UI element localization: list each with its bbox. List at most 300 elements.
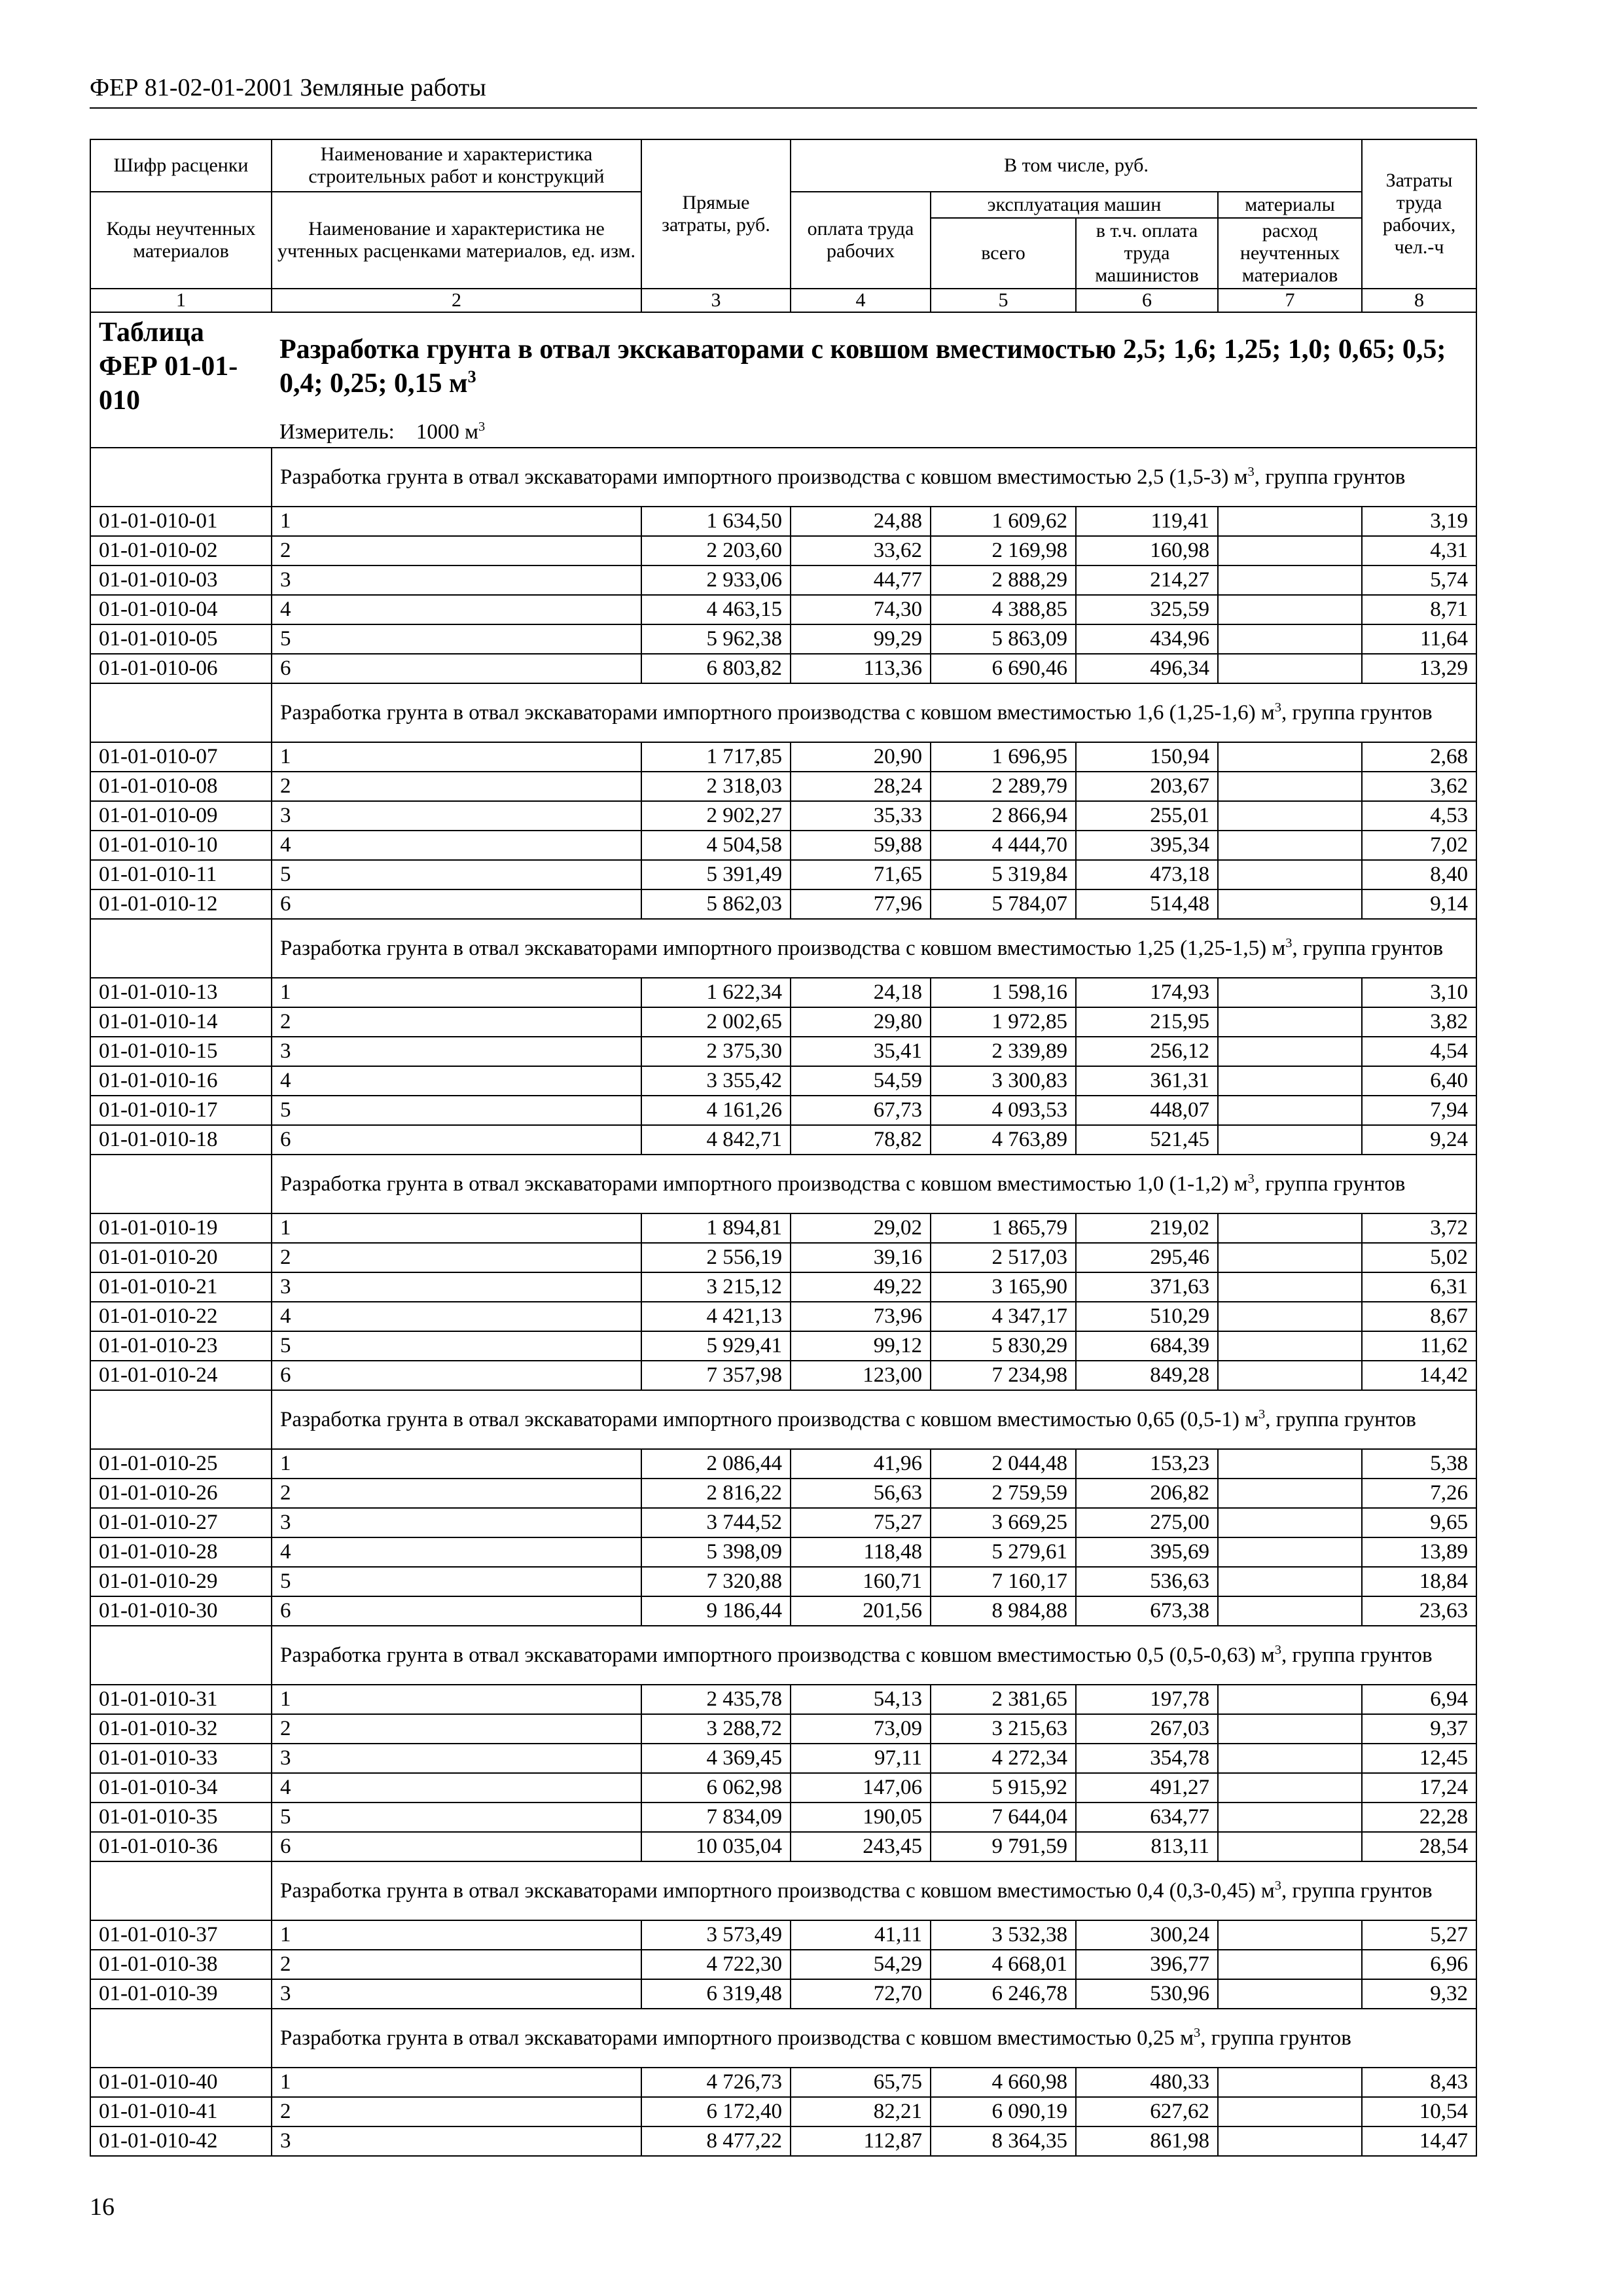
table-row — [90, 1832, 1476, 1861]
header-machines: эксплуатация машин — [931, 192, 1218, 218]
rate-code: 01-01-010-27 — [90, 1508, 272, 1537]
materials — [1218, 801, 1362, 831]
section-header-row — [90, 1626, 1476, 1685]
section-title-suffix: , группа грунтов — [1281, 1643, 1433, 1667]
direct-costs: 2 375,30 — [641, 1037, 791, 1066]
wages: 201,56 — [791, 1596, 931, 1626]
machines-total: 5 915,92 — [931, 1773, 1076, 1803]
table-row — [90, 889, 1476, 919]
soil-group: 3 — [272, 1508, 641, 1537]
machines-total: 2 381,65 — [931, 1685, 1076, 1714]
labor-costs: 17,24 — [1362, 1773, 1476, 1803]
materials — [1218, 1125, 1362, 1155]
rate-code: 01-01-010-21 — [90, 1272, 272, 1302]
wages: 41,11 — [791, 1920, 931, 1950]
rate-code: 01-01-010-05 — [90, 624, 272, 654]
machinists-wages: 813,11 — [1076, 1832, 1218, 1861]
direct-costs: 4 504,58 — [641, 831, 791, 860]
soil-group: 1 — [272, 2068, 641, 2097]
machinists-wages: 849,28 — [1076, 1361, 1218, 1390]
wages: 54,59 — [791, 1066, 931, 1096]
col-number: 5 — [931, 289, 1076, 312]
measure-value: 1000 м — [416, 420, 478, 444]
direct-costs: 2 902,27 — [641, 801, 791, 831]
wages: 82,21 — [791, 2097, 931, 2126]
wages: 56,63 — [791, 1479, 931, 1508]
soil-group: 2 — [272, 1479, 641, 1508]
rate-code: 01-01-010-19 — [90, 1213, 272, 1243]
rate-code: 01-01-010-29 — [90, 1567, 272, 1596]
table-row — [90, 1685, 1476, 1714]
section-header-row — [90, 2009, 1476, 2068]
labor-costs: 2,68 — [1362, 742, 1476, 772]
table-row — [90, 1567, 1476, 1596]
table-row — [90, 801, 1476, 831]
section-title-suffix: , группа грунтов — [1292, 937, 1444, 960]
machinists-wages: 634,77 — [1076, 1803, 1218, 1832]
materials — [1218, 1066, 1362, 1096]
machinists-wages: 627,62 — [1076, 2097, 1218, 2126]
machinists-wages: 256,12 — [1076, 1037, 1218, 1066]
labor-costs: 6,94 — [1362, 1685, 1476, 1714]
rate-code: 01-01-010-08 — [90, 772, 272, 801]
machinists-wages: 530,96 — [1076, 1979, 1218, 2009]
machinists-wages: 434,96 — [1076, 624, 1218, 654]
direct-costs: 2 556,19 — [641, 1243, 791, 1272]
machinists-wages: 473,18 — [1076, 860, 1218, 889]
materials — [1218, 772, 1362, 801]
section-title-sup: 3 — [1247, 1172, 1255, 1186]
machines-total: 2 517,03 — [931, 1243, 1076, 1272]
labor-costs: 5,27 — [1362, 1920, 1476, 1950]
table-row — [90, 1007, 1476, 1037]
soil-group: 3 — [272, 801, 641, 831]
materials — [1218, 2126, 1362, 2156]
materials — [1218, 978, 1362, 1007]
wages: 97,11 — [791, 1744, 931, 1773]
materials — [1218, 1979, 1362, 2009]
materials — [1218, 536, 1362, 565]
direct-costs: 5 962,38 — [641, 624, 791, 654]
table-row — [90, 1479, 1476, 1508]
rate-code: 01-01-010-37 — [90, 1920, 272, 1950]
rate-code: 01-01-010-42 — [90, 2126, 272, 2156]
direct-costs: 4 463,15 — [641, 595, 791, 624]
wages: 75,27 — [791, 1508, 931, 1537]
col-number: 8 — [1362, 289, 1476, 312]
section-title — [272, 1626, 1476, 1685]
machines-total: 2 888,29 — [931, 565, 1076, 595]
machines-total: 2 759,59 — [931, 1479, 1076, 1508]
header-materials: материалы — [1218, 192, 1362, 218]
section-header-row — [90, 448, 1476, 507]
labor-costs: 8,40 — [1362, 860, 1476, 889]
labor-costs: 7,94 — [1362, 1096, 1476, 1125]
rate-code: 01-01-010-25 — [90, 1449, 272, 1479]
machinists-wages: 361,31 — [1076, 1066, 1218, 1096]
rate-code: 01-01-010-28 — [90, 1537, 272, 1567]
section-title-text: Разработка грунта в отвал экскаваторами импортного производства с ковшом вместимостью 0,4 (0,3-0,45) м — [280, 1879, 1275, 1903]
table-row — [90, 1125, 1476, 1155]
table-row — [90, 565, 1476, 595]
rate-code: 01-01-010-36 — [90, 1832, 272, 1861]
direct-costs: 6 172,40 — [641, 2097, 791, 2126]
labor-costs: 22,28 — [1362, 1803, 1476, 1832]
table-row — [90, 1537, 1476, 1567]
table-row — [90, 1243, 1476, 1272]
machinists-wages: 214,27 — [1076, 565, 1218, 595]
machinists-wages: 536,63 — [1076, 1567, 1218, 1596]
table-row — [90, 1920, 1476, 1950]
rate-code: 01-01-010-34 — [90, 1773, 272, 1803]
table-row — [90, 2126, 1476, 2156]
wages: 35,33 — [791, 801, 931, 831]
soil-group: 2 — [272, 1007, 641, 1037]
materials — [1218, 624, 1362, 654]
soil-group: 2 — [272, 1714, 641, 1744]
rate-code: 01-01-010-16 — [90, 1066, 272, 1096]
direct-costs: 4 369,45 — [641, 1744, 791, 1773]
soil-group: 4 — [272, 1066, 641, 1096]
soil-group: 3 — [272, 1744, 641, 1773]
labor-costs: 8,71 — [1362, 595, 1476, 624]
section-header-row — [90, 1390, 1476, 1449]
rate-code: 01-01-010-40 — [90, 2068, 272, 2097]
machines-total: 7 160,17 — [931, 1567, 1076, 1596]
wages: 73,96 — [791, 1302, 931, 1331]
machines-total: 8 364,35 — [931, 2126, 1076, 2156]
wages: 112,87 — [791, 2126, 931, 2156]
wages: 243,45 — [791, 1832, 931, 1861]
machinists-wages: 684,39 — [1076, 1331, 1218, 1361]
table-row — [90, 654, 1476, 683]
materials — [1218, 1272, 1362, 1302]
table-row — [90, 1096, 1476, 1125]
table-header — [90, 139, 1476, 312]
wages: 190,05 — [791, 1803, 931, 1832]
machines-total: 5 784,07 — [931, 889, 1076, 919]
machinists-wages: 255,01 — [1076, 801, 1218, 831]
section-title-text: Разработка грунта в отвал экскаваторами импортного производства с ковшом вместимостью 0,65 (0,5-1) м — [280, 1408, 1258, 1431]
materials — [1218, 860, 1362, 889]
table-row — [90, 595, 1476, 624]
materials — [1218, 2068, 1362, 2097]
rate-code: 01-01-010-30 — [90, 1596, 272, 1626]
col-number: 3 — [641, 289, 791, 312]
direct-costs: 1 894,81 — [641, 1213, 791, 1243]
wages: 78,82 — [791, 1125, 931, 1155]
wages: 74,30 — [791, 595, 931, 624]
soil-group: 1 — [272, 978, 641, 1007]
materials — [1218, 1479, 1362, 1508]
direct-costs: 1 622,34 — [641, 978, 791, 1007]
measure-label: Измеритель: — [279, 420, 395, 444]
header-including: В том числе, руб. — [791, 139, 1362, 192]
machinists-wages: 215,95 — [1076, 1007, 1218, 1037]
table-row — [90, 624, 1476, 654]
direct-costs: 3 215,12 — [641, 1272, 791, 1302]
materials — [1218, 1213, 1362, 1243]
wages: 39,16 — [791, 1243, 931, 1272]
wages: 54,29 — [791, 1950, 931, 1979]
direct-costs: 5 862,03 — [641, 889, 791, 919]
direct-costs: 8 477,22 — [641, 2126, 791, 2156]
direct-costs: 1 717,85 — [641, 742, 791, 772]
table-row — [90, 772, 1476, 801]
machinists-wages: 295,46 — [1076, 1243, 1218, 1272]
materials — [1218, 507, 1362, 536]
direct-costs: 2 203,60 — [641, 536, 791, 565]
soil-group: 3 — [272, 565, 641, 595]
materials — [1218, 1714, 1362, 1744]
machines-total: 5 863,09 — [931, 624, 1076, 654]
labor-costs: 11,62 — [1362, 1331, 1476, 1361]
machines-total: 1 598,16 — [931, 978, 1076, 1007]
machinists-wages: 395,69 — [1076, 1537, 1218, 1567]
section-title-sup: 3 — [1285, 936, 1293, 950]
rate-code: 01-01-010-11 — [90, 860, 272, 889]
labor-costs: 14,42 — [1362, 1361, 1476, 1390]
materials — [1218, 889, 1362, 919]
machinists-wages: 396,77 — [1076, 1950, 1218, 1979]
soil-group: 5 — [272, 1096, 641, 1125]
direct-costs: 2 086,44 — [641, 1449, 791, 1479]
rate-code: 01-01-010-12 — [90, 889, 272, 919]
wages: 123,00 — [791, 1361, 931, 1390]
section-title-text: Разработка грунта в отвал экскаваторами импортного производства с ковшом вместимостью 1,25 (1,25-1,5) м — [280, 937, 1286, 960]
machines-total: 4 444,70 — [931, 831, 1076, 860]
soil-group: 5 — [272, 1567, 641, 1596]
wages: 24,18 — [791, 978, 931, 1007]
materials — [1218, 565, 1362, 595]
wages: 20,90 — [791, 742, 931, 772]
machines-total: 4 093,53 — [931, 1096, 1076, 1125]
wages: 44,77 — [791, 565, 931, 595]
labor-costs: 4,54 — [1362, 1037, 1476, 1066]
section-title — [272, 683, 1476, 742]
direct-costs: 4 842,71 — [641, 1125, 791, 1155]
section-title-sup: 3 — [1274, 1878, 1281, 1893]
machines-total: 2 044,48 — [931, 1449, 1076, 1479]
materials — [1218, 1744, 1362, 1773]
wages: 29,80 — [791, 1007, 931, 1037]
wages: 160,71 — [791, 1567, 931, 1596]
table-row — [90, 831, 1476, 860]
rates-table — [90, 139, 1477, 2157]
materials — [1218, 595, 1362, 624]
soil-group: 5 — [272, 860, 641, 889]
table-row — [90, 860, 1476, 889]
table-row — [90, 1508, 1476, 1537]
section-title — [272, 919, 1476, 978]
section-title-suffix: , группа грунтов — [1254, 1172, 1406, 1196]
soil-group: 2 — [272, 772, 641, 801]
direct-costs: 2 318,03 — [641, 772, 791, 801]
section-title-text: Разработка грунта в отвал экскаваторами импортного производства с ковшом вместимостью 1,6 (1,25-1,6) м — [280, 701, 1275, 725]
wages: 59,88 — [791, 831, 931, 860]
soil-group: 1 — [272, 507, 641, 536]
rate-code: 01-01-010-10 — [90, 831, 272, 860]
section-title — [272, 448, 1476, 507]
labor-costs: 4,53 — [1362, 801, 1476, 831]
header-rule — [90, 107, 1477, 109]
section-title-text: Разработка грунта в отвал экскаваторами импортного производства с ковшом вместимостью 0,25 м — [280, 2026, 1194, 2050]
direct-costs: 5 929,41 — [641, 1331, 791, 1361]
materials — [1218, 1096, 1362, 1125]
direct-costs: 2 933,06 — [641, 565, 791, 595]
machinists-wages: 197,78 — [1076, 1685, 1218, 1714]
soil-group: 6 — [272, 1596, 641, 1626]
machinists-wages: 174,93 — [1076, 978, 1218, 1007]
direct-costs: 7 834,09 — [641, 1803, 791, 1832]
table-row — [90, 1361, 1476, 1390]
machinists-wages: 673,38 — [1076, 1596, 1218, 1626]
col-number: 2 — [272, 289, 641, 312]
direct-costs: 4 421,13 — [641, 1302, 791, 1331]
soil-group: 1 — [272, 1449, 641, 1479]
section-title-text: Разработка грунта в отвал экскаваторами импортного производства с ковшом вместимостью 0,5 (0,5-0,63) м — [280, 1643, 1275, 1667]
table-row — [90, 1773, 1476, 1803]
soil-group: 5 — [272, 1803, 641, 1832]
direct-costs: 3 744,52 — [641, 1508, 791, 1537]
direct-costs: 4 726,73 — [641, 2068, 791, 2097]
table-row — [90, 1066, 1476, 1096]
machinists-wages: 514,48 — [1076, 889, 1218, 919]
machinists-wages: 861,98 — [1076, 2126, 1218, 2156]
wages: 49,22 — [791, 1272, 931, 1302]
wages: 73,09 — [791, 1714, 931, 1744]
soil-group: 3 — [272, 1979, 641, 2009]
rate-code: 01-01-010-38 — [90, 1950, 272, 1979]
table-row — [90, 1449, 1476, 1479]
materials — [1218, 1007, 1362, 1037]
table-row — [90, 1213, 1476, 1243]
measure-sup: 3 — [478, 420, 486, 434]
machinists-wages: 491,27 — [1076, 1773, 1218, 1803]
soil-group: 6 — [272, 1361, 641, 1390]
wages: 99,29 — [791, 624, 931, 654]
machines-total: 7 644,04 — [931, 1803, 1076, 1832]
soil-group: 4 — [272, 831, 641, 860]
machines-total: 9 791,59 — [931, 1832, 1076, 1861]
wages: 65,75 — [791, 2068, 931, 2097]
labor-costs: 14,47 — [1362, 2126, 1476, 2156]
direct-costs: 7 320,88 — [641, 1567, 791, 1596]
materials — [1218, 1950, 1362, 1979]
materials — [1218, 1567, 1362, 1596]
rate-code: 01-01-010-17 — [90, 1096, 272, 1125]
header-materials-unaccounted: расход неучтенных материалов — [1218, 218, 1362, 289]
table-row — [90, 1714, 1476, 1744]
table-title-sup: 3 — [467, 367, 476, 386]
wages: 29,02 — [791, 1213, 931, 1243]
rate-code: 01-01-010-24 — [90, 1361, 272, 1390]
section-title-sup: 3 — [1258, 1407, 1266, 1422]
soil-group: 2 — [272, 536, 641, 565]
section-title-suffix: , группа грунтов — [1281, 701, 1433, 725]
labor-costs: 8,43 — [1362, 2068, 1476, 2097]
machinists-wages: 267,03 — [1076, 1714, 1218, 1744]
labor-costs: 6,40 — [1362, 1066, 1476, 1096]
machinists-wages: 371,63 — [1076, 1272, 1218, 1302]
header-wages: оплата труда рабочих — [791, 192, 931, 289]
soil-group: 1 — [272, 1685, 641, 1714]
measure-cell — [272, 418, 1476, 448]
machines-total: 8 984,88 — [931, 1596, 1076, 1626]
table-row — [90, 1302, 1476, 1331]
running-header: ФЕР 81-02-01-2001 Земляные работы — [90, 74, 486, 101]
labor-costs: 12,45 — [1362, 1744, 1476, 1773]
table-row — [90, 1744, 1476, 1773]
machines-total: 3 300,83 — [931, 1066, 1076, 1096]
rate-code: 01-01-010-32 — [90, 1714, 272, 1744]
header-machines-total: всего — [931, 218, 1076, 289]
labor-costs: 9,24 — [1362, 1125, 1476, 1155]
section-title-text: Разработка грунта в отвал экскаваторами импортного производства с ковшом вместимостью 2,5 (1,5-3) м — [280, 465, 1248, 489]
table-row — [90, 742, 1476, 772]
machinists-wages: 496,34 — [1076, 654, 1218, 683]
table-row — [90, 1979, 1476, 2009]
direct-costs: 4 161,26 — [641, 1096, 791, 1125]
machines-total: 4 272,34 — [931, 1744, 1076, 1773]
direct-costs: 5 398,09 — [641, 1537, 791, 1567]
wages: 118,48 — [791, 1537, 931, 1567]
col-number: 1 — [90, 289, 272, 312]
rate-code: 01-01-010-14 — [90, 1007, 272, 1037]
wages: 33,62 — [791, 536, 931, 565]
wages: 71,65 — [791, 860, 931, 889]
table-row — [90, 1596, 1476, 1626]
section-title-suffix: , группа грунтов — [1281, 1879, 1433, 1903]
machines-total: 2 866,94 — [931, 801, 1076, 831]
direct-costs: 6 319,48 — [641, 1979, 791, 2009]
direct-costs: 1 634,50 — [641, 507, 791, 536]
machines-total: 4 660,98 — [931, 2068, 1076, 2097]
soil-group: 5 — [272, 1331, 641, 1361]
header-machinists-wages: в т.ч. оплата труда машинистов — [1076, 218, 1218, 289]
labor-costs: 5,74 — [1362, 565, 1476, 595]
direct-costs: 7 357,98 — [641, 1361, 791, 1390]
rate-code: 01-01-010-41 — [90, 2097, 272, 2126]
wages: 35,41 — [791, 1037, 931, 1066]
table-title-row — [90, 312, 1476, 418]
soil-group: 4 — [272, 595, 641, 624]
materials — [1218, 1685, 1362, 1714]
materials — [1218, 1773, 1362, 1803]
table-row — [90, 2097, 1476, 2126]
rate-code: 01-01-010-20 — [90, 1243, 272, 1272]
section-title — [272, 1155, 1476, 1213]
materials — [1218, 831, 1362, 860]
soil-group: 3 — [272, 1037, 641, 1066]
machines-total: 6 090,19 — [931, 2097, 1076, 2126]
labor-costs: 9,65 — [1362, 1508, 1476, 1537]
table-row — [90, 1950, 1476, 1979]
direct-costs: 4 722,30 — [641, 1950, 791, 1979]
machines-total: 3 215,63 — [931, 1714, 1076, 1744]
machinists-wages: 160,98 — [1076, 536, 1218, 565]
table-title-label: Таблица ФЕР 01-01-010 — [90, 312, 272, 418]
header-name: Наименование и характеристика строительных работ и конструкций — [272, 139, 641, 192]
machines-total: 3 532,38 — [931, 1920, 1076, 1950]
direct-costs: 3 288,72 — [641, 1714, 791, 1744]
machinists-wages: 300,24 — [1076, 1920, 1218, 1950]
rate-code: 01-01-010-22 — [90, 1302, 272, 1331]
labor-costs: 9,14 — [1362, 889, 1476, 919]
machines-total: 5 279,61 — [931, 1537, 1076, 1567]
soil-group: 4 — [272, 1537, 641, 1567]
wages: 147,06 — [791, 1773, 931, 1803]
